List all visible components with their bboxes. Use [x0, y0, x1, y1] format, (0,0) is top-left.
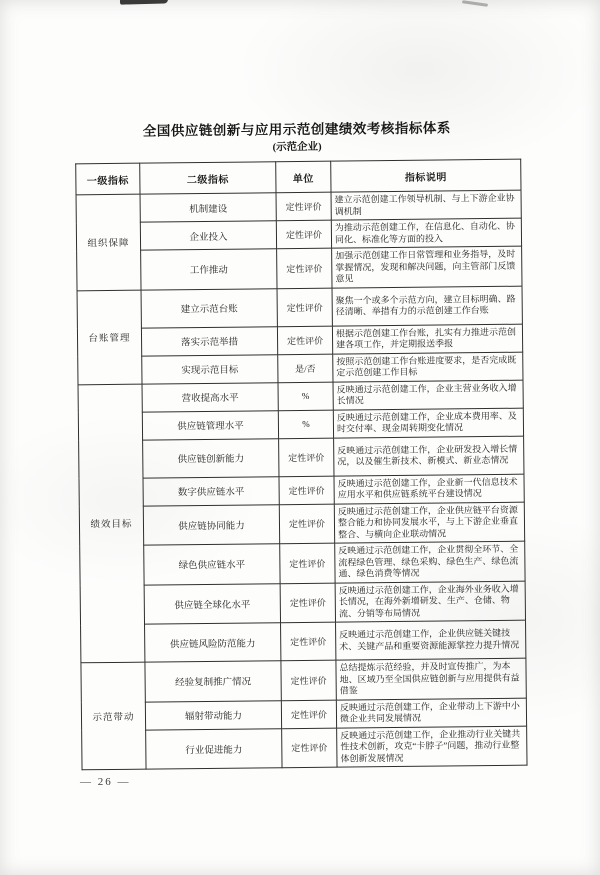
indicator-cell: 营收提高水平 — [142, 382, 278, 411]
description-cell: 反映通过示范创建工作，企业主营业务收入增长情况 — [333, 380, 523, 410]
unit-cell: % — [278, 410, 333, 439]
indicator-cell: 落实示范举措 — [141, 326, 277, 355]
description-cell: 反映通过示范创建工作，企业带动上下游中小微企业共同发展情况 — [336, 698, 526, 728]
description-cell: 反映通过示范创建工作，企业新一代信息技术应用水平和供应链系统平台建设情况 — [334, 474, 524, 504]
indicator-cell: 机制建设 — [140, 193, 276, 222]
indicator-cell: 实现示范目标 — [142, 354, 278, 383]
unit-cell: 定性评价 — [279, 504, 334, 544]
page-number: — 26 — — [80, 776, 131, 788]
unit-cell: 定性评价 — [279, 476, 334, 505]
unit-cell: 定性评价 — [280, 543, 335, 583]
table-row — [82, 726, 527, 770]
table-row — [81, 658, 526, 702]
indicator-cell: 经验复制推广情况 — [145, 661, 281, 702]
unit-cell: % — [278, 382, 333, 411]
column-header-unit: 单位 — [276, 161, 331, 193]
table-row — [80, 581, 525, 625]
indicator-cell: 供应链协同能力 — [143, 504, 279, 545]
table-row — [77, 246, 522, 290]
indicator-cell: 工作推动 — [141, 249, 277, 290]
document-subtitle: (示范企业) — [272, 141, 322, 154]
section-label-cell: 示范带动 — [81, 662, 146, 770]
description-cell: 反映通过示范创建工作，企业供应链关键技术、关键产品和重要资源能源掌控力提升情况 — [336, 620, 526, 660]
table-row — [80, 541, 525, 585]
description-cell: 为推动示范创建工作，在信息化、自动化、协同化、标准化等方面的投入 — [331, 218, 521, 248]
indicator-cell: 数字供应链水平 — [143, 476, 279, 505]
indicator-cell: 供应链创新能力 — [143, 438, 279, 477]
indicator-table — [75, 159, 527, 771]
unit-cell: 定性评价 — [277, 248, 332, 288]
table-row — [79, 502, 524, 546]
description-cell: 反映通过示范创建工作，企业海外业务收入增长情况，在海外新增研发、生产、仓储、物流、分销等布局情况 — [335, 581, 525, 622]
description-cell: 聚焦一个或多个示范方向，建立目标明确、路径清晰、举措有力的示范创建工作台账 — [332, 286, 522, 326]
description-cell: 加强示范创建工作日常管理和业务指导，及时掌握情况，发现和解决问题，向主管部门反馈意见 — [332, 246, 522, 287]
section-label-cell: 台账管理 — [77, 290, 142, 385]
unit-cell: 定性评价 — [276, 192, 331, 221]
description-cell: 反映通过示范创建工作，企业供应链平台资源整合能力和协同发展水平，与上下游企业垂直整合、与横向企业联动情况 — [334, 502, 524, 543]
unit-cell: 定性评价 — [277, 326, 332, 355]
column-header-description: 指标说明 — [331, 159, 521, 192]
section-label-cell: 绩效目标 — [78, 384, 145, 663]
indicator-cell: 行业促进能力 — [146, 728, 282, 769]
unit-cell: 定性评价 — [281, 700, 336, 729]
unit-cell: 定性评价 — [282, 728, 337, 768]
unit-cell: 定性评价 — [281, 660, 336, 700]
document-title: 全国供应链创新与应用示范创建绩效考核指标体系 — [142, 120, 451, 139]
section-label-cell: 组织保障 — [76, 194, 141, 290]
description-cell: 反映通过示范创建工作，企业成本费用率、及时交付率、现金周转期变化情况 — [333, 408, 523, 438]
unit-cell: 定性评价 — [281, 622, 336, 661]
column-header-level2: 二级指标 — [140, 162, 276, 194]
unit-cell: 定性评价 — [280, 583, 335, 623]
indicator-cell: 供应链风险防范能力 — [145, 623, 281, 662]
table-row — [79, 436, 524, 479]
description-cell: 反映通过示范创建工作，企业贯彻全环节、全流程绿色管理、绿色采购、绿色生产、绿色流通、绿色消费等情况 — [335, 541, 525, 582]
table-row — [77, 286, 522, 329]
indicator-cell: 企业投入 — [140, 221, 276, 250]
description-cell: 反映通过示范创建工作，企业研发投入增长情况，以及催生新技术、新模式、新业态情况 — [334, 436, 524, 476]
indicator-cell: 绿色供应链水平 — [144, 544, 280, 585]
unit-cell: 是/否 — [278, 354, 333, 383]
unit-cell: 定性评价 — [279, 438, 334, 477]
description-cell: 按照示范创建工作台账进度要求，是否完成既定示范创建工作目标 — [333, 352, 523, 382]
indicator-cell: 辐射带动能力 — [145, 700, 281, 729]
description-cell: 反映通过示范创建工作，企业推动行业关键共性技术创新，攻克“卡脖子”问题，推动行业整体创新发展情况 — [337, 726, 527, 767]
unit-cell: 定性评价 — [276, 220, 331, 249]
indicator-cell: 供应链管理水平 — [142, 410, 278, 439]
column-header-level1: 一级指标 — [76, 163, 140, 195]
unit-cell: 定性评价 — [277, 288, 332, 327]
table-row — [81, 620, 526, 663]
description-cell: 根据示范创建工作台账，扎实有力推进示范创建各项工作，并定期报送季报 — [332, 324, 522, 354]
description-cell: 建立示范创建工作领导机制、与上下游企业协调机制 — [331, 190, 521, 220]
indicator-cell: 建立示范台账 — [141, 288, 277, 327]
description-cell: 总结提炼示范经验，并及时宣传推广，为本地、区域乃至全国供应链创新与应用提供有益借鉴 — [336, 658, 526, 699]
indicator-cell: 供应链全球化水平 — [144, 583, 280, 624]
table-header-row — [76, 159, 521, 195]
